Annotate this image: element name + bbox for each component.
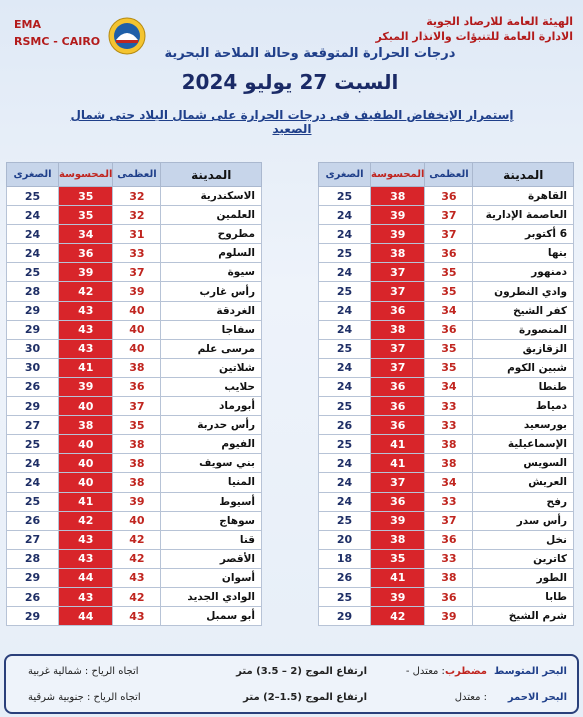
max-temp: 40 — [113, 320, 161, 339]
table-row — [7, 187, 262, 206]
min-temp: 28 — [7, 282, 59, 301]
min-temp: 24 — [319, 358, 371, 377]
table-row — [319, 492, 574, 511]
center-name: RSMC - CAIRO — [14, 35, 101, 48]
city-name: مطروح — [161, 225, 262, 244]
city-name: العاصمة الإدارية — [473, 206, 574, 225]
forecast-date: السبت 27 يوليو 2024 — [181, 70, 399, 94]
city-name: دمياط — [473, 397, 574, 416]
feels-like-temp: 39 — [59, 263, 113, 282]
min-temp: 27 — [7, 530, 59, 549]
max-temp: 36 — [425, 320, 473, 339]
table-row — [7, 511, 262, 530]
city-name: شبين الكوم — [473, 358, 574, 377]
max-temp: 35 — [425, 358, 473, 377]
city-name: رأس سدر — [473, 511, 574, 530]
city-name: سفاجا — [161, 320, 262, 339]
max-temp: 36 — [425, 187, 473, 206]
wind-direction: اتجاه الرياح : شمالية غربية — [28, 666, 139, 677]
max-temp: 42 — [113, 587, 161, 606]
min-temp: 26 — [7, 511, 59, 530]
city-name: مرسى علم — [161, 339, 262, 358]
feels-like-temp: 40 — [59, 454, 113, 473]
max-temp: 43 — [113, 568, 161, 587]
min-temp: 26 — [7, 587, 59, 606]
table-row — [319, 397, 574, 416]
table-row — [319, 607, 574, 626]
page-subtitle: درجات الحرارة المتوقعة وحالة الملاحة البحرية — [164, 46, 456, 61]
left-city-table — [6, 162, 262, 626]
max-temp: 40 — [113, 339, 161, 358]
table-row — [319, 301, 574, 320]
wave-height: ارتفاع الموج (2 – 3.5) متر — [236, 666, 367, 677]
max-temp: 32 — [113, 206, 161, 225]
col-feels-header: المحسوسة — [59, 163, 113, 187]
min-temp: 25 — [319, 339, 371, 358]
table-row — [7, 263, 262, 282]
table-row — [319, 187, 574, 206]
city-name: حلايب — [161, 377, 262, 396]
feels-like-temp: 34 — [59, 225, 113, 244]
feels-like-temp: 43 — [59, 587, 113, 606]
table-row — [319, 377, 574, 396]
wave-height: ارتفاع الموج (1.5–2) متر — [243, 692, 367, 703]
table-row — [7, 206, 262, 225]
max-temp: 43 — [113, 607, 161, 626]
city-name: المنصورة — [473, 320, 574, 339]
table-row — [7, 358, 262, 377]
feels-like-temp: 36 — [371, 492, 425, 511]
table-header-row — [319, 163, 574, 187]
table-row — [319, 587, 574, 606]
min-temp: 28 — [7, 549, 59, 568]
city-name: بنها — [473, 244, 574, 263]
org-name: الهيئة العامة للارصاد الجوية — [426, 15, 573, 28]
col-min-header: الصغرى — [319, 163, 371, 187]
sea-conditions-box — [4, 654, 579, 714]
max-temp: 37 — [425, 511, 473, 530]
max-temp: 36 — [425, 587, 473, 606]
max-temp: 34 — [425, 301, 473, 320]
max-temp: 36 — [425, 244, 473, 263]
table-row — [319, 225, 574, 244]
feels-like-temp: 43 — [59, 339, 113, 358]
city-name: طابا — [473, 587, 574, 606]
feels-like-temp: 35 — [371, 549, 425, 568]
max-temp: 39 — [425, 607, 473, 626]
max-temp: 35 — [113, 416, 161, 435]
org-id-block — [14, 16, 100, 50]
min-temp: 25 — [7, 492, 59, 511]
max-temp: 33 — [425, 492, 473, 511]
min-temp: 24 — [7, 454, 59, 473]
city-name: بورسعيد — [473, 416, 574, 435]
city-name: أبورماد — [161, 397, 262, 416]
feels-like-temp: 44 — [59, 607, 113, 626]
feels-like-temp: 37 — [371, 473, 425, 492]
min-temp: 24 — [319, 377, 371, 396]
ema-logo-icon — [108, 14, 146, 58]
min-temp: 24 — [319, 454, 371, 473]
table-row — [319, 244, 574, 263]
city-name: القاهرة — [473, 187, 574, 206]
table-row — [7, 587, 262, 606]
table-row — [7, 416, 262, 435]
min-temp: 25 — [319, 435, 371, 454]
max-temp: 40 — [113, 301, 161, 320]
min-temp: 25 — [319, 244, 371, 263]
city-name: الأقصر — [161, 549, 262, 568]
city-name: أسوان — [161, 568, 262, 587]
table-header-row — [7, 163, 262, 187]
city-name: دمنهور — [473, 263, 574, 282]
city-name: السويس — [473, 454, 574, 473]
min-temp: 24 — [319, 301, 371, 320]
max-temp: 33 — [425, 416, 473, 435]
feels-like-temp: 36 — [371, 397, 425, 416]
feels-like-temp: 43 — [59, 549, 113, 568]
city-name: العلمين — [161, 206, 262, 225]
table-row — [319, 511, 574, 530]
org-abbr: EMA — [14, 18, 41, 31]
min-temp: 24 — [7, 206, 59, 225]
table-row — [319, 416, 574, 435]
feels-like-temp: 40 — [59, 473, 113, 492]
min-temp: 24 — [7, 473, 59, 492]
feels-like-temp: 41 — [59, 492, 113, 511]
table-row — [7, 339, 262, 358]
max-temp: 36 — [425, 530, 473, 549]
min-temp: 24 — [319, 263, 371, 282]
max-temp: 37 — [113, 263, 161, 282]
max-temp: 33 — [113, 244, 161, 263]
city-name: طنطا — [473, 377, 574, 396]
table-row — [7, 454, 262, 473]
table-row — [7, 244, 262, 263]
table-row — [7, 282, 262, 301]
min-temp: 30 — [7, 358, 59, 377]
feels-like-temp: 38 — [371, 187, 425, 206]
max-temp: 37 — [113, 397, 161, 416]
forecast-headline: إستمرار الإنخفاض الطفيف فى درجات الحرارة على شمال البلاد حتى شمال الصعيد — [70, 108, 514, 136]
max-temp: 33 — [425, 549, 473, 568]
city-name: الزقازيق — [473, 339, 574, 358]
max-temp: 40 — [113, 511, 161, 530]
feels-like-temp: 40 — [59, 435, 113, 454]
table-row — [7, 530, 262, 549]
max-temp: 38 — [113, 435, 161, 454]
max-temp: 38 — [113, 358, 161, 377]
feels-like-temp: 44 — [59, 568, 113, 587]
right-city-table — [318, 162, 574, 626]
max-temp: 38 — [425, 568, 473, 587]
table-row — [319, 206, 574, 225]
max-temp: 31 — [113, 225, 161, 244]
feels-like-temp: 36 — [59, 244, 113, 263]
col-max-header: العظمى — [425, 163, 473, 187]
city-name: شلاتين — [161, 358, 262, 377]
max-temp: 38 — [425, 454, 473, 473]
sea-state — [406, 666, 487, 677]
sea-name: البحر الاحمر — [507, 692, 567, 703]
min-temp: 24 — [7, 225, 59, 244]
sea-state-prefix: : معتدل - — [405, 666, 445, 677]
feels-like-temp: 35 — [59, 187, 113, 206]
table-row — [319, 435, 574, 454]
min-temp: 29 — [7, 607, 59, 626]
max-temp: 42 — [113, 549, 161, 568]
feels-like-temp: 39 — [371, 587, 425, 606]
min-temp: 20 — [319, 530, 371, 549]
city-name: قنا — [161, 530, 262, 549]
min-temp: 30 — [7, 339, 59, 358]
max-temp: 38 — [425, 435, 473, 454]
feels-like-temp: 42 — [371, 607, 425, 626]
max-temp: 36 — [113, 377, 161, 396]
org-title-block — [376, 14, 573, 44]
city-name: شرم الشيخ — [473, 607, 574, 626]
feels-like-temp: 35 — [59, 206, 113, 225]
min-temp: 24 — [319, 320, 371, 339]
max-temp: 38 — [113, 473, 161, 492]
col-min-header: الصغرى — [7, 163, 59, 187]
city-name: رأس حدربة — [161, 416, 262, 435]
min-temp: 25 — [319, 397, 371, 416]
min-temp: 25 — [319, 282, 371, 301]
min-temp: 25 — [319, 511, 371, 530]
table-row — [7, 320, 262, 339]
city-name: المنيا — [161, 473, 262, 492]
feels-like-temp: 43 — [59, 530, 113, 549]
table-row — [319, 263, 574, 282]
min-temp: 24 — [319, 225, 371, 244]
table-row — [319, 339, 574, 358]
min-temp: 24 — [319, 206, 371, 225]
feels-like-temp: 38 — [371, 244, 425, 263]
city-name: نخل — [473, 530, 574, 549]
feels-like-temp: 37 — [371, 263, 425, 282]
city-name: الاسكندرية — [161, 187, 262, 206]
max-temp: 34 — [425, 377, 473, 396]
max-temp: 37 — [425, 206, 473, 225]
min-temp: 29 — [319, 607, 371, 626]
min-temp: 24 — [7, 244, 59, 263]
city-name: الغردقة — [161, 301, 262, 320]
feels-like-temp: 40 — [59, 397, 113, 416]
table-row — [7, 492, 262, 511]
min-temp: 24 — [319, 473, 371, 492]
sea-row-red-sea — [6, 688, 577, 710]
min-temp: 26 — [319, 568, 371, 587]
feels-like-temp: 41 — [371, 435, 425, 454]
table-row — [7, 377, 262, 396]
min-temp: 26 — [7, 377, 59, 396]
max-temp: 35 — [425, 282, 473, 301]
feels-like-temp: 37 — [371, 339, 425, 358]
table-row — [319, 473, 574, 492]
min-temp: 29 — [7, 320, 59, 339]
sea-name: البحر المتوسط — [494, 666, 567, 677]
feels-like-temp: 43 — [59, 320, 113, 339]
dept-name: الادارة العامة للتنبؤات والانذار المبكر — [375, 30, 573, 43]
city-name: رفح — [473, 492, 574, 511]
feels-like-temp: 36 — [371, 416, 425, 435]
table-row — [319, 549, 574, 568]
feels-like-temp: 39 — [371, 225, 425, 244]
max-temp: 35 — [425, 339, 473, 358]
min-temp: 25 — [7, 263, 59, 282]
feels-like-temp: 37 — [371, 282, 425, 301]
col-city-header: المدينة — [161, 163, 262, 187]
min-temp: 25 — [319, 187, 371, 206]
min-temp: 25 — [7, 435, 59, 454]
city-name: أبو سمبل — [161, 607, 262, 626]
col-max-header: العظمى — [113, 163, 161, 187]
feels-like-temp: 39 — [59, 377, 113, 396]
city-name: وادي النطرون — [473, 282, 574, 301]
feels-like-temp: 43 — [59, 301, 113, 320]
max-temp: 32 — [113, 187, 161, 206]
city-name: كفر الشيخ — [473, 301, 574, 320]
feels-like-temp: 42 — [59, 282, 113, 301]
sea-state-alert: مضطرب — [444, 666, 487, 677]
feels-like-temp: 36 — [371, 377, 425, 396]
max-temp: 38 — [113, 454, 161, 473]
city-name: رأس غارب — [161, 282, 262, 301]
feels-like-temp: 38 — [371, 530, 425, 549]
feels-like-temp: 41 — [59, 358, 113, 377]
table-row — [7, 568, 262, 587]
city-name: سيوة — [161, 263, 262, 282]
min-temp: 24 — [319, 492, 371, 511]
city-name: كاترين — [473, 549, 574, 568]
min-temp: 29 — [7, 301, 59, 320]
max-temp: 33 — [425, 397, 473, 416]
city-name: بني سويف — [161, 454, 262, 473]
table-row — [7, 549, 262, 568]
city-name: الإسماعيلية — [473, 435, 574, 454]
max-temp: 37 — [425, 225, 473, 244]
table-row — [7, 397, 262, 416]
min-temp: 25 — [319, 587, 371, 606]
city-name: سوهاج — [161, 511, 262, 530]
feels-like-temp: 41 — [371, 568, 425, 587]
feels-like-temp: 37 — [371, 358, 425, 377]
table-row — [319, 320, 574, 339]
feels-like-temp: 38 — [371, 320, 425, 339]
feels-like-temp: 42 — [59, 511, 113, 530]
table-row — [7, 301, 262, 320]
min-temp: 29 — [7, 568, 59, 587]
table-row — [319, 282, 574, 301]
min-temp: 18 — [319, 549, 371, 568]
table-row — [7, 225, 262, 244]
table-row — [319, 454, 574, 473]
table-row — [319, 530, 574, 549]
max-temp: 42 — [113, 530, 161, 549]
feels-like-temp: 38 — [59, 416, 113, 435]
sea-row-mediterranean — [6, 662, 577, 684]
max-temp: 39 — [113, 492, 161, 511]
city-name: الطور — [473, 568, 574, 587]
table-row — [319, 568, 574, 587]
col-feels-header: المحسوسة — [371, 163, 425, 187]
min-temp: 25 — [7, 187, 59, 206]
city-name: الوادي الجديد — [161, 587, 262, 606]
max-temp: 34 — [425, 473, 473, 492]
col-city-header: المدينة — [473, 163, 574, 187]
sea-state: : معتدل — [454, 692, 487, 703]
feels-like-temp: 41 — [371, 454, 425, 473]
city-name: السلوم — [161, 244, 262, 263]
max-temp: 35 — [425, 263, 473, 282]
city-name: العريش — [473, 473, 574, 492]
feels-like-temp: 39 — [371, 206, 425, 225]
table-row — [319, 358, 574, 377]
city-name: 6 أكتوبر — [473, 225, 574, 244]
feels-like-temp: 36 — [371, 301, 425, 320]
table-row — [7, 473, 262, 492]
table-row — [7, 607, 262, 626]
min-temp: 26 — [319, 416, 371, 435]
wind-direction: اتجاه الرياح : جنوبية شرقية — [28, 692, 141, 703]
city-name: الفيوم — [161, 435, 262, 454]
min-temp: 27 — [7, 416, 59, 435]
min-temp: 29 — [7, 397, 59, 416]
max-temp: 39 — [113, 282, 161, 301]
feels-like-temp: 39 — [371, 511, 425, 530]
city-name: أسيوط — [161, 492, 262, 511]
table-row — [7, 435, 262, 454]
